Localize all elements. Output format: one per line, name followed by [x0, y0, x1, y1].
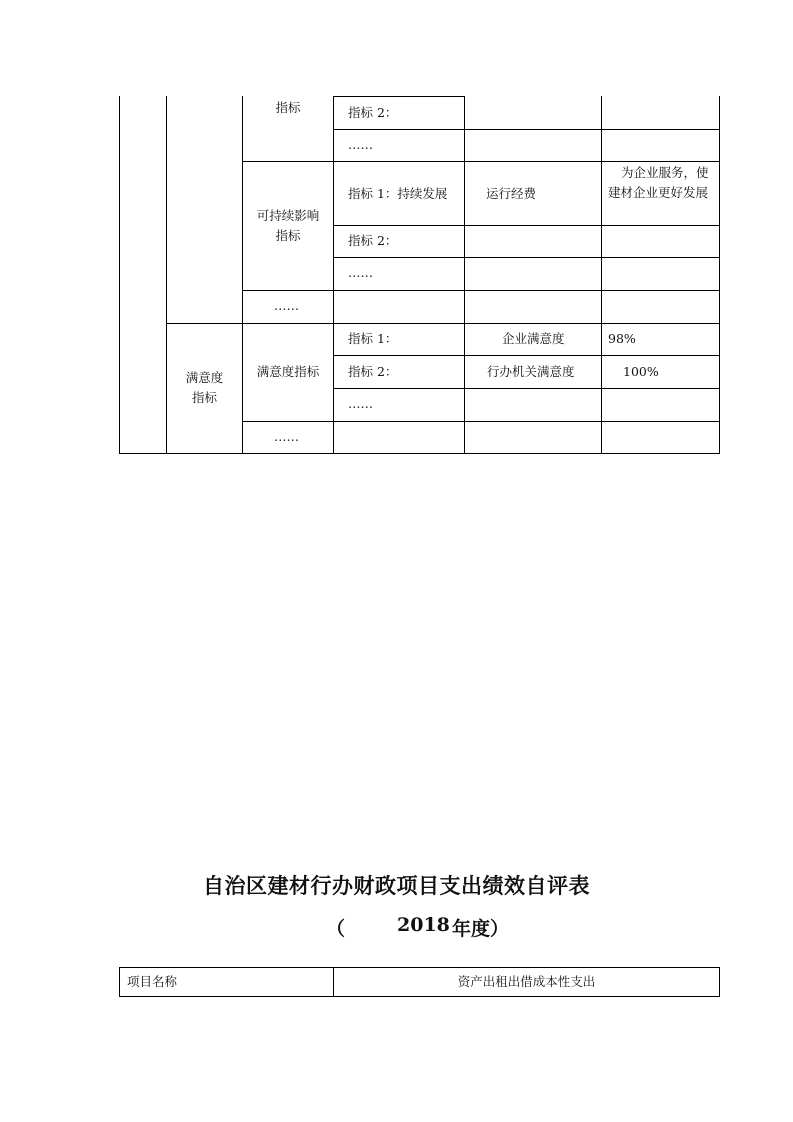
table-line [601, 96, 602, 454]
year-value: 2018 [397, 914, 450, 936]
year-suffix: 年度） [452, 918, 510, 940]
table-line [333, 96, 334, 454]
table-line [119, 967, 120, 997]
level3-ellipsis: …… [274, 429, 299, 444]
level3-sustainability-label: 可持续影响 指标 [256, 208, 320, 243]
target-cell: 98% [608, 331, 636, 346]
target-cell: 100% [623, 364, 659, 379]
target-cell: 为企业服务，使建材企业更好发展 [608, 165, 709, 200]
table-line [242, 96, 243, 454]
table-line [333, 388, 720, 389]
value-cell: 行办机关满意度 [487, 364, 575, 379]
table-line [166, 323, 720, 324]
level3-indicator-fragment: 指标 [275, 100, 301, 115]
table-line [242, 421, 720, 422]
table-line [333, 96, 464, 97]
table-line [333, 129, 720, 130]
table-line [333, 257, 720, 258]
value-cell: 运行经费 [486, 186, 537, 201]
indicator-cell: 指标 1：持续发展 [348, 186, 448, 201]
table-line [464, 96, 465, 454]
table-line [719, 96, 720, 454]
form-title: 自治区建材行办财政项目支出绩效自评表 [203, 874, 590, 898]
table-line [333, 225, 720, 226]
value-cell: 企业满意度 [502, 331, 565, 346]
level3-satisfaction-label: 满意度指标 [256, 364, 320, 379]
indicator-cell: 指标 2： [348, 105, 398, 120]
indicator-cell: …… [348, 396, 373, 411]
year-line [0, 914, 793, 944]
indicator-cell: 指标 1： [348, 331, 398, 346]
level3-ellipsis: …… [274, 298, 299, 313]
table-line [719, 967, 720, 997]
table-line [119, 96, 120, 454]
indicator-cell: 指标 2： [348, 364, 398, 379]
table-line [242, 290, 720, 291]
indicator-cell: 指标 2： [348, 233, 398, 248]
table-line [119, 453, 720, 454]
level2-satisfaction-label: 满意度 指标 [185, 370, 224, 405]
table-line [242, 161, 720, 162]
table-line [119, 967, 720, 968]
project-name-value: 资产出租出借成本性支出 [457, 974, 596, 989]
indicator-cell: …… [348, 265, 373, 280]
table-line [333, 355, 720, 356]
project-name-label: 项目名称 [127, 974, 178, 989]
year-open-paren: （ [326, 918, 346, 940]
table-line [119, 996, 720, 997]
indicator-cell: …… [348, 137, 373, 152]
